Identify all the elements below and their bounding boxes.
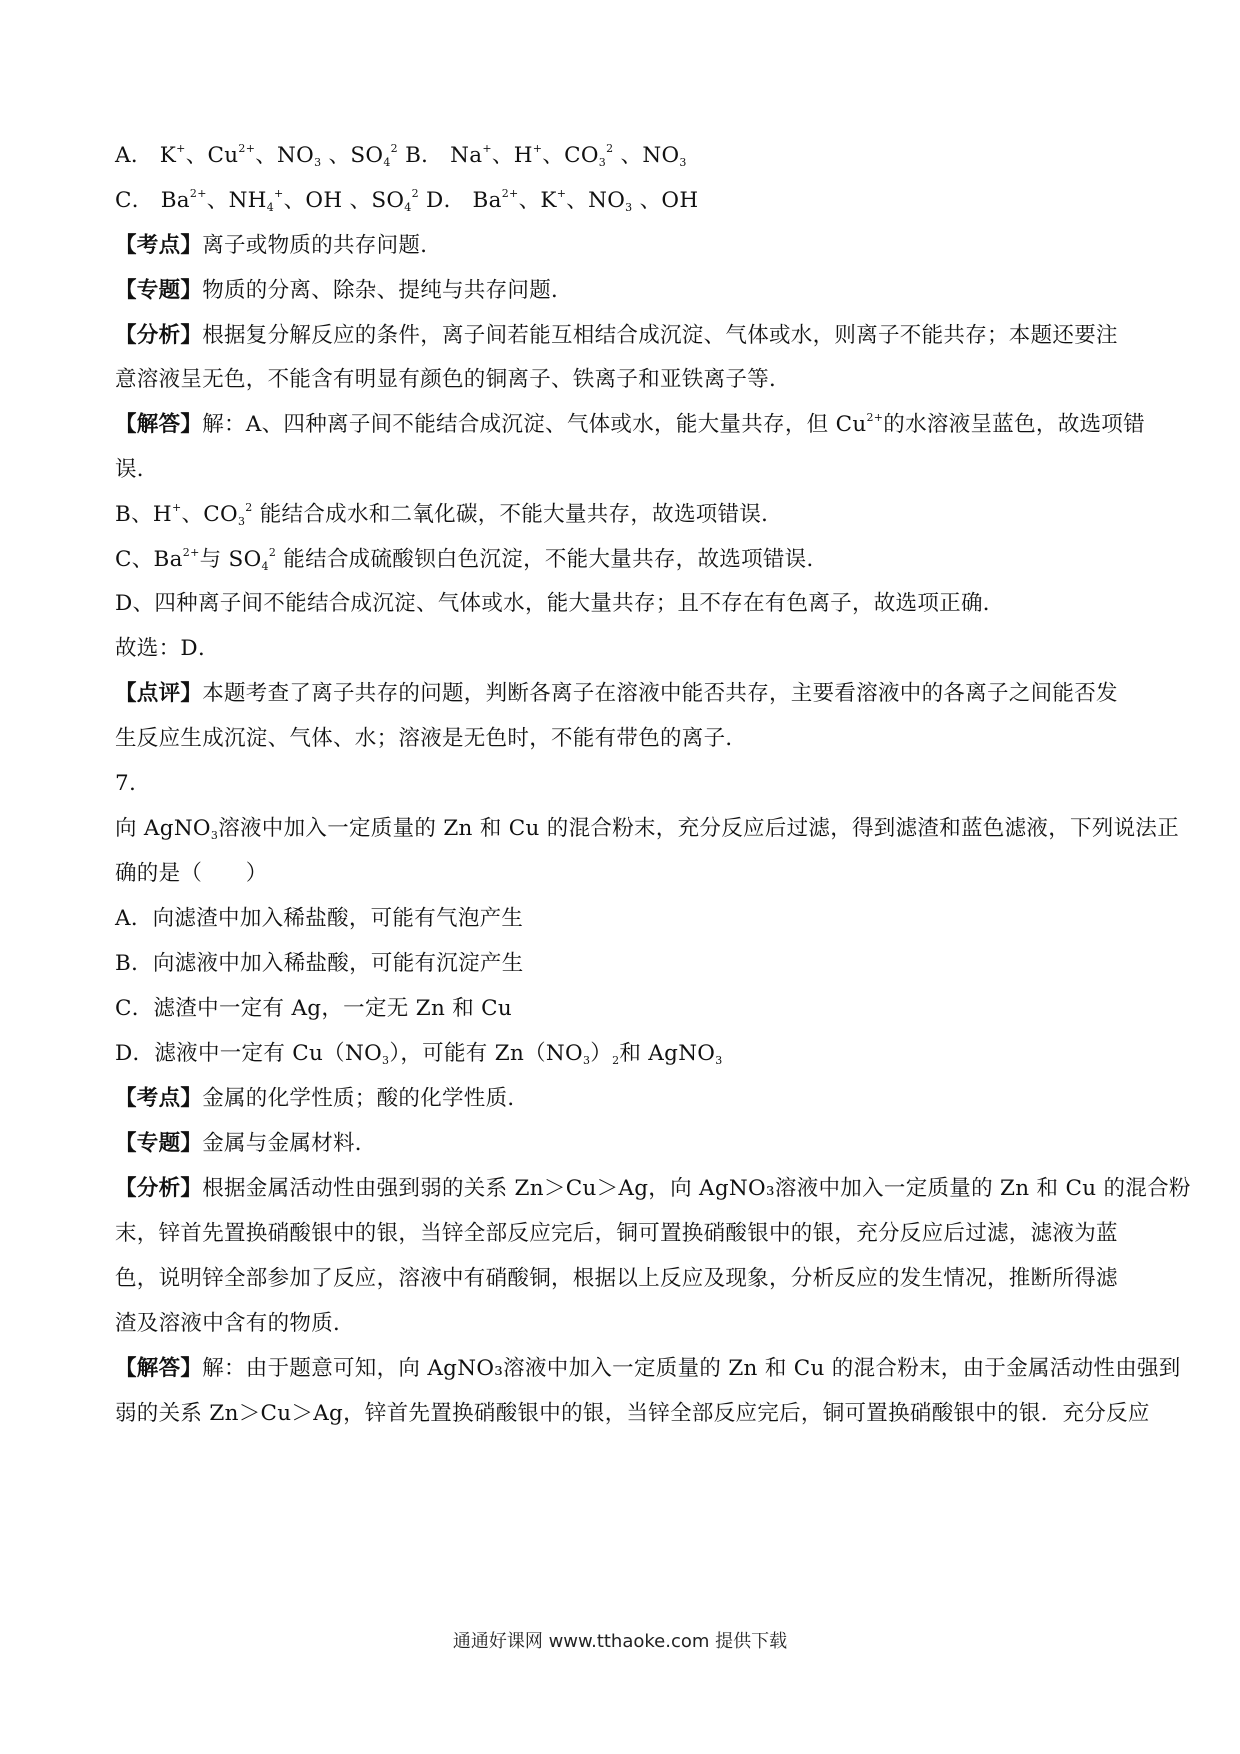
jieda-6-b: B、H+、$CO_3^2$ 能结合成水和二氧化碳，不能大量共存，故选项错误． [115, 501, 783, 528]
question-7-option-c: C．滤渣中一定有 Ag，一定无 Zn 和 Cu [115, 996, 513, 1021]
fenxi-7-line4: 渣及溶液中含有的物质． [115, 1311, 355, 1336]
jieda-7-line1: 【解答】解：由于题意可知，向 AgNO₃溶液中加入一定质量的 Zn 和 Cu 的混合粉末，由于金属活动性由强到 [115, 1356, 1181, 1381]
fenxi-6-line1: 【分析】根据复分解反应的条件，离子间若能互相结合成沉淀、气体或水，则离子不能共存；本题还要注 [115, 323, 1118, 348]
dianping-6-line1: 【点评】本题考查了离子共存的问题，判断各离子在溶液中能否共存，主要看溶液中的各离子之间能否发 [115, 681, 1118, 706]
fenxi-7-line2: 末，锌首先置换硝酸银中的银，当锌全部反应完后，铜可置换硝酸银中的银，充分反应后过滤，滤液为蓝 [115, 1221, 1118, 1246]
options-line-ab: A． K+、$Cu^{2+}$、$NO_3$ 、$SO_4^2$ B． Na+、H+、$CO_3^2$ 、$NO_3$ [115, 142, 687, 169]
question-7-option-a: A．向滤渣中加入稀盐酸，可能有气泡产生 [115, 906, 524, 931]
question-7-option-d: D．滤液中一定有 $Cu(NO_3)$，可能有 $Zn(NO_3)_2$和 AgNO$_3$ [115, 1041, 723, 1067]
kaodian-6: 【考点】离子或物质的共存问题． [115, 233, 443, 258]
jieda-6-d: D、四种离子间不能结合成沉淀、气体或水，能大量共存；且不存在有色离子，故选项正确． [115, 591, 1005, 616]
question-7-option-b: B．向滤液中加入稀盐酸，可能有沉淀产生 [115, 951, 524, 976]
page-footer: 通通好课网 www.tthaoke.com 提供下载 [452, 1631, 788, 1652]
zhuanti-6: 【专题】物质的分离、除杂、提纯与共存问题． [115, 278, 573, 303]
options-line-cd: C． $Ba^{2+}$、$NH_4^+$、OH 、$SO_4^2$ D． $Ba^{2+}$、K+、$NO_3$ 、OH [115, 187, 699, 214]
option-d-label: D． [426, 188, 466, 213]
option-b-label: B． [405, 143, 443, 168]
question-7-stem-line2: 确的是（ ） [115, 861, 268, 886]
dianping-6-line2: 生反应生成沉淀、气体、水；溶液是无色时，不能有带色的离子． [115, 726, 748, 751]
question-7-stem-line1: 向 AgNO$_3$溶液中加入一定质量的 Zn 和 Cu 的混合粉末，充分反应后过滤，得到滤渣和蓝色滤液，下列说法正 [115, 816, 1180, 842]
answer-6: 故选：D． [115, 636, 220, 661]
question-7-number: 7. [115, 771, 137, 796]
fenxi-6-line2: 意溶液呈无色，不能含有明显有颜色的铜离子、铁离子和亚铁离子等． [115, 367, 791, 392]
fenxi-7-line3: 色，说明锌全部参加了反应，溶液中有硝酸铜，根据以上反应及现象，分析反应的发生情况，推断所得滤 [115, 1266, 1118, 1291]
fenxi-7-line1: 【分析】根据金属活动性由强到弱的关系 Zn＞Cu＞Ag，向 AgNO₃溶液中加入一定质量的 Zn 和 Cu 的混合粉 [115, 1176, 1191, 1201]
jieda-6-c: C、$Ba^{2+}$与 $SO_4^2$ 能结合成硫酸钡白色沉淀，不能大量共存，故选项错误． [115, 546, 829, 573]
zhuanti-7: 【专题】金属与金属材料． [115, 1131, 377, 1156]
option-a-label: A． [115, 143, 153, 168]
kaodian-7: 【考点】金属的化学性质；酸的化学性质． [115, 1086, 530, 1111]
option-c-label: C． [115, 188, 154, 213]
jieda-6-line2: 误． [115, 457, 159, 482]
jieda-7-line2: 弱的关系 Zn＞Cu＞Ag，锌首先置换硝酸银中的银，当锌全部反应完后，铜可置换硝酸银中的银．充分反应 [115, 1401, 1150, 1426]
jieda-6-line1: 【解答】解：A、四种离子间不能结合成沉淀、气体或水，能大量共存，但 $Cu^{2+}$的水溶液呈蓝色，故选项错 [115, 411, 1145, 437]
